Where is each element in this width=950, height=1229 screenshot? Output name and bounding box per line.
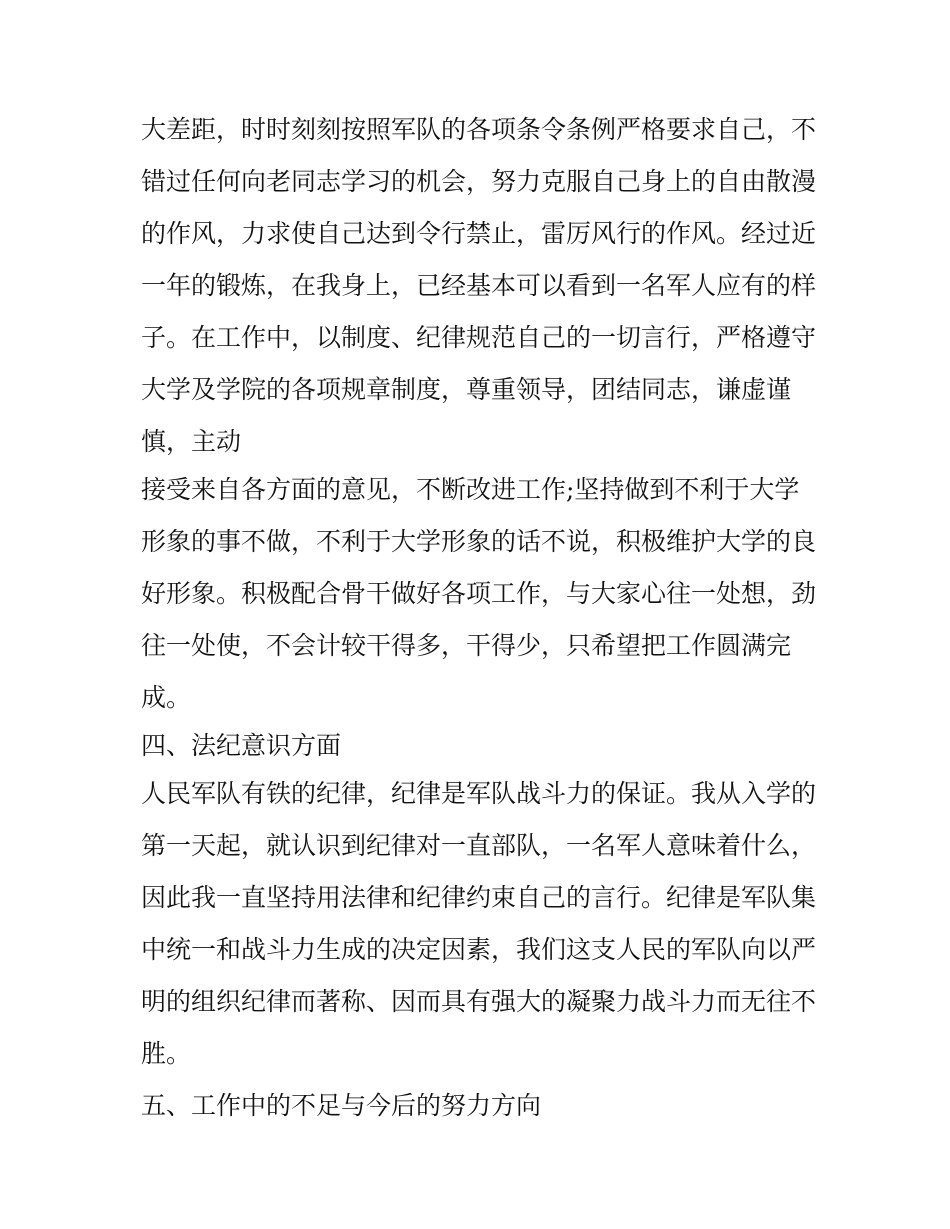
text-line: 明的组织纪律而著称、因而具有强大的凝聚力战斗力而无往不	[141, 987, 817, 1016]
text-line: 形象的事不做，不利于大学形象的话不说，积极维护大学的良	[141, 527, 817, 556]
section-heading: 四、法纪意识方面	[141, 731, 342, 760]
text-line: 因此我一直坚持用法律和纪律约束自己的言行。纪律是军队集	[141, 883, 817, 912]
text-line: 一年的锻炼，在我身上，已经基本可以看到一名军人应有的样	[141, 271, 817, 300]
text-line: 中统一和战斗力生成的决定因素，我们这支人民的军队向以严	[141, 935, 817, 964]
text-line: 的作风，力求使自己达到令行禁止，雷厉风行的作风。经过近	[141, 219, 817, 248]
text-line: 大学及学院的各项规章制度，尊重领导，团结同志，谦虚谨	[141, 375, 792, 404]
text-line: 大差距，时时刻刻按照军队的各项条令条例严格要求自己，不	[141, 115, 817, 144]
text-line: 好形象。积极配合骨干做好各项工作，与大家心往一处想，劲	[141, 579, 817, 608]
text-line: 接受来自各方面的意见，不断改进工作;坚持做到不利于大学	[141, 475, 800, 504]
text-line: 胜。	[141, 1039, 192, 1068]
text-line: 子。在工作中，以制度、纪律规范自己的一切言行，严格遵守	[141, 323, 817, 352]
text-line: 成。	[141, 683, 192, 712]
text-line: 慎，主动	[141, 427, 242, 456]
section-heading: 五、工作中的不足与今后的努力方向	[141, 1091, 542, 1120]
text-line: 往一处使，不会计较干得多，干得少，只希望把工作圆满完	[141, 631, 792, 660]
text-line: 错过任何向老同志学习的机会，努力克服自己身上的自由散漫	[141, 167, 817, 196]
text-line: 第一天起，就认识到纪律对一直部队，一名军人意味着什么，	[141, 831, 817, 860]
text-line: 人民军队有铁的纪律，纪律是军队战斗力的保证。我从入学的	[141, 779, 817, 808]
